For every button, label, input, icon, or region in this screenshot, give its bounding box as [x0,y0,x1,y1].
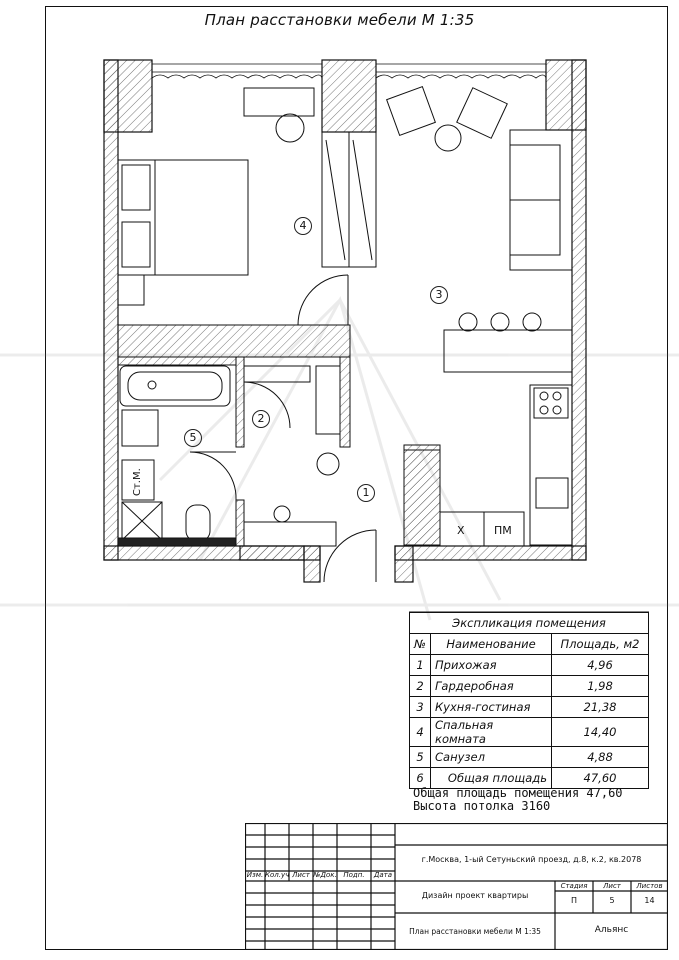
wardrobe-bedroom [322,132,376,267]
room-number-1: 1 [357,484,375,502]
row-number: 2 [410,676,431,697]
armchairs [387,87,508,151]
toilet-label: Ст.М. [132,468,143,496]
row-number: 1 [410,655,431,676]
room-number-2: 2 [252,410,270,428]
col-header-sheet: Лист [292,871,310,879]
project-name: Дизайн проект квартиры [421,891,529,900]
sheet-value: 5 [609,896,615,905]
table-row [410,697,649,718]
bathroom-fixtures [118,366,236,546]
row-number: 4 [410,718,431,747]
bar-counter [444,313,572,372]
inner-walls [118,325,440,546]
row-area: 1,98 [552,676,649,697]
sofa [510,130,572,270]
sheets-value: 14 [644,896,655,905]
title-block [245,823,668,950]
row-name: Прихожая [431,655,552,676]
explication-caption: Экспликация помещения [410,613,649,634]
explication-table [409,612,649,789]
row-number: 3 [410,697,431,718]
header-name: Наименование [431,634,552,655]
table-row [410,676,649,697]
table-row [410,718,649,747]
address: г.Москва, 1-ый Сетуньский проезд, д.8, к.2, кв.2078 [421,855,642,864]
table-row [410,655,649,676]
room-number-3: 3 [430,286,448,304]
company-name: Альянс [594,925,629,935]
col-header-date: Дата [373,871,393,879]
total-area-line: Общая площадь помещения 47,60 [413,786,623,800]
header-number: № [410,634,431,655]
row-name: Спальная комната [431,718,552,747]
row-area: 4,88 [552,747,649,768]
entry-closet [404,450,440,545]
row-number: 5 [410,747,431,768]
header-area: Площадь, м2 [552,634,649,655]
row-name: Санузел [431,747,552,768]
row-name: Гардеробная [431,676,552,697]
ceiling-height-line: Высота потолка 3160 [413,799,551,813]
stage-label: Стадия [560,882,588,890]
room-number-4: 4 [294,217,312,235]
bathroom-door [190,452,236,500]
col-header-sign: Подп. [343,871,365,879]
table-row [410,747,649,768]
col-header-doc: №Док. [313,871,337,879]
stage-value: П [570,896,577,905]
row-area: 21,38 [552,697,649,718]
col-header-qty: Кол.уч [265,871,289,879]
row-name: Кухня-гостиная [431,697,552,718]
row-number: 6 [410,768,431,789]
totals-block [413,787,623,813]
sheet-label: Лист [603,882,621,890]
desk [244,88,314,142]
drawing-name: План расстановки мебели М 1:35 [409,927,541,936]
dishwasher-label: ПМ [494,524,512,537]
col-header-change: Изм. [246,871,264,879]
row-area: 47,60 [552,768,649,789]
room-number-5: 5 [184,429,202,447]
fridge-label: Х [457,524,465,537]
sheets-label: Листов [636,882,663,890]
drawing-title: План расстановки мебели М 1:35 [204,11,475,29]
row-name: Общая площадь [431,768,552,789]
row-area: 14,40 [552,718,649,747]
row-area: 4,96 [552,655,649,676]
bed [118,160,248,305]
